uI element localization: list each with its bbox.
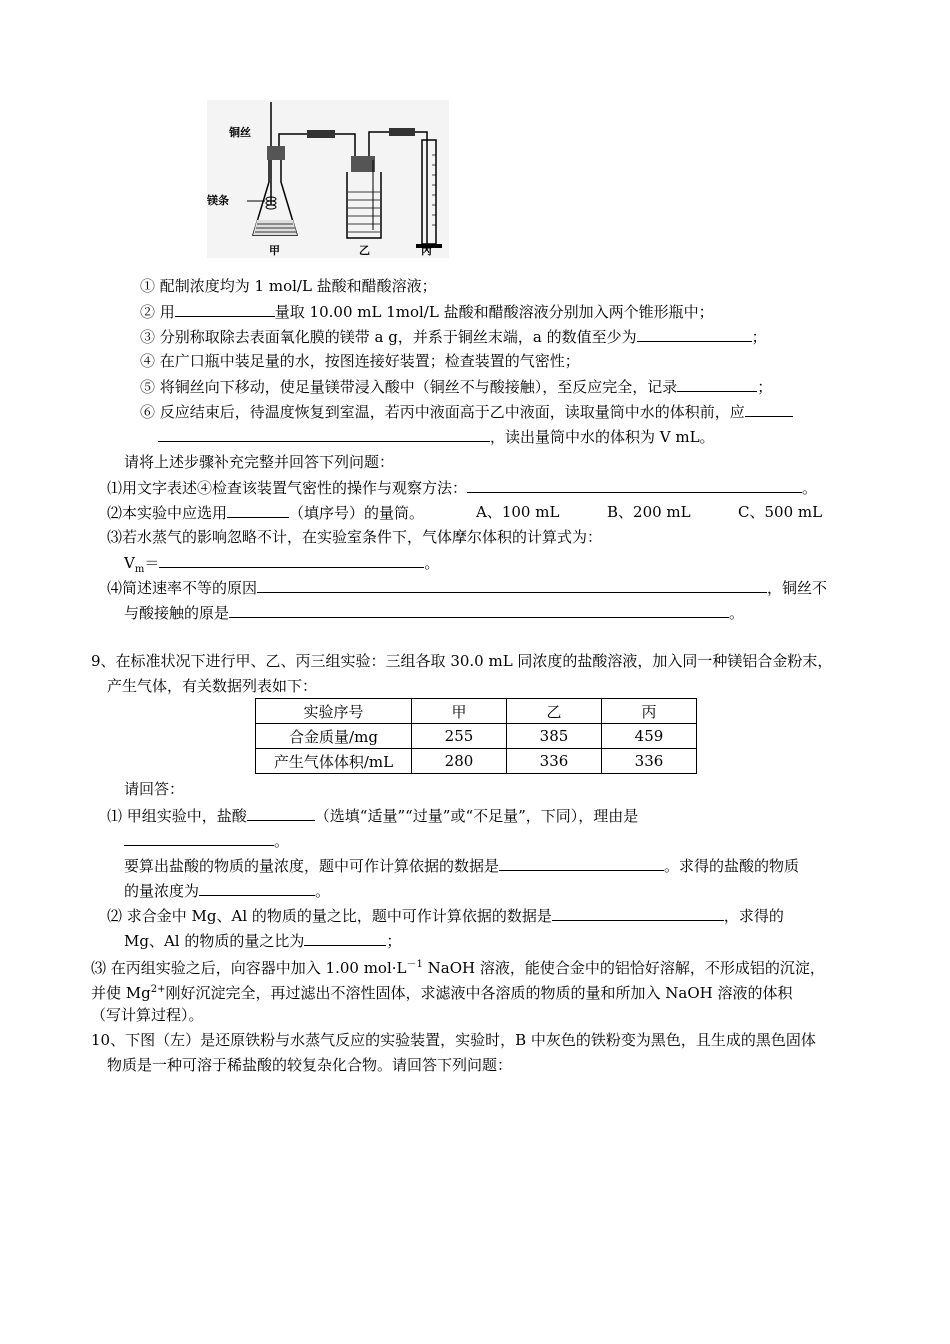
question-2 — [107, 502, 424, 523]
step-4: ④ 在广口瓶中装足量的水，按图连接好装置；检查装置的气密性； — [140, 352, 580, 370]
step-5-text-b: ； — [757, 378, 773, 396]
problem-9-line-2: 产生气体，有关数据列表如下： — [107, 677, 318, 695]
table-header-row — [256, 699, 697, 724]
superscript-minus-one: －1 — [406, 959, 423, 970]
p9-question-1-text-b: （选填“适量”“过量”或“不足量”，下同），理由是 — [314, 807, 639, 825]
problem-10-line-1: 10、下图（左）是还原铁粉与水蒸气反应的实验装置，实验时，B 中灰色的铁粉变为黑色，且生成的黑色固体 — [91, 1031, 816, 1049]
step-6-text-b: ，读出量筒中水的体积为 V mL。 — [490, 428, 715, 446]
p9-question-2-text-c: Mg、Al 的物质的量之比为 — [124, 932, 305, 950]
answer-blank[interactable] — [124, 830, 274, 846]
p9-question-1-text-g: 。 — [315, 882, 331, 900]
problem-10-line-2: 物质是一种可溶于稀盐酸的较复杂化合物。请回答下列问题： — [107, 1056, 513, 1074]
p9-question-3-text-b: NaOH 溶液，能使合金中的铝恰好溶解，不形成铝的沉淀， — [422, 959, 825, 977]
answer-blank[interactable] — [677, 376, 757, 392]
answer-blank[interactable] — [467, 477, 802, 493]
figure-label-yi: 乙 — [359, 244, 370, 257]
question-1-text: ⑴用文字表述④检查该装置气密性的操作与观察方法： — [107, 479, 468, 497]
p9-question-1-end: 。 — [274, 832, 290, 850]
table-cell: 336 — [507, 749, 602, 774]
step-1: ① 配制浓度均为 1 mol/L 盐酸和醋酸溶液； — [140, 277, 437, 295]
data-table — [255, 698, 697, 774]
p9-question-3-text-c: 并使 Mg — [91, 984, 151, 1002]
table-cell: 280 — [412, 749, 507, 774]
option-a: A、100 mL — [476, 503, 560, 521]
p9-question-1-part-2 — [124, 855, 799, 876]
answer-blank[interactable] — [227, 502, 289, 518]
step-2-text-b: 量取 10.00 mL 1mol/L 盐酸和醋酸溶液分别加入两个锥形瓶中； — [274, 303, 714, 321]
p9-question-1-part-3 — [124, 880, 330, 901]
answer-blank[interactable] — [745, 401, 793, 417]
step-6-text-a: ⑥ 反应结束后，待温度恢复到室温，若丙中液面高于乙中液面，读取量筒中水的体积前，应 — [140, 403, 745, 421]
p9-question-3-end: （写计算过程）。 — [91, 1006, 204, 1024]
answer-blank[interactable] — [637, 326, 752, 342]
question-4-text: ⑷简述速率不等的原因 — [107, 579, 258, 597]
answer-blank[interactable] — [304, 930, 386, 946]
p9-question-2-cont — [124, 930, 401, 951]
p9-question-1 — [107, 805, 638, 826]
p9-question-1-cont — [124, 830, 289, 851]
p9-question-3-cont — [91, 980, 792, 1003]
step-5 — [140, 376, 772, 397]
option-b: B、200 mL — [607, 503, 691, 521]
p9-question-2-end: ； — [386, 932, 402, 950]
problem-9-line-1: 9、在标准状况下进行甲、乙、丙三组实验：三组各取 30.0 mL 同浓度的盐酸溶液，加入同一种镁铝合金粉末， — [91, 652, 833, 670]
answer-blank[interactable] — [552, 905, 724, 921]
step-3-text-a: ③ 分别称取除去表面氧化膜的镁带 a g，并系于铜丝末端，a 的数值至少为 — [140, 328, 637, 346]
table-header-cell: 实验序号 — [256, 699, 412, 724]
question-3-end: 。 — [424, 554, 440, 572]
p9-question-2-text: ⑵ 求合金中 Mg、Al 的物质的量之比，题中可作计算依据的数据是 — [107, 907, 552, 925]
table-row — [256, 724, 697, 749]
question-4 — [107, 577, 827, 598]
vm-symbol: V — [124, 554, 135, 572]
p9-question-2 — [107, 905, 784, 926]
equals-sign: ＝ — [144, 554, 160, 572]
answer-blank[interactable] — [175, 301, 275, 317]
figure-label-jia: 甲 — [269, 244, 280, 257]
question-2-text: ⑵本实验中应选用 — [107, 504, 228, 522]
p9-question-3-text-d: 刚好沉淀完全，再过滤出不溶性固体，求滤液中各溶质的物质的量和所加入 NaOH 溶液的体积 — [165, 984, 793, 1002]
table-cell: 336 — [602, 749, 697, 774]
figure-label-mg-strip: 镁条 — [207, 194, 229, 207]
question-4-end: 。 — [729, 604, 745, 622]
step-3-text-b: ； — [751, 328, 767, 346]
step-2 — [140, 301, 714, 322]
question-3-formula — [124, 552, 439, 580]
question-4-cont — [124, 602, 744, 623]
superscript-two-plus: 2+ — [150, 984, 166, 995]
figure-label-bing: 丙 — [421, 244, 432, 257]
figure-label-copper-wire: 铜丝 — [229, 126, 251, 139]
answer-blank[interactable] — [229, 602, 729, 618]
p9-question-3-text: ⑶ 在丙组实验之后，向容器中加入 1.00 mol·L — [91, 959, 407, 977]
table-header-cell: 甲 — [412, 699, 507, 724]
question-2-text-b: （填序号）的量筒。 — [289, 504, 425, 522]
table-cell: 产生气体体积/mL — [256, 749, 412, 774]
option-c: C、500 mL — [738, 503, 823, 521]
p9-question-1-text-f: 的量浓度为 — [124, 882, 200, 900]
p9-question-1-text: ⑴ 甲组实验中，盐酸 — [107, 807, 247, 825]
answer-blank[interactable] — [199, 880, 315, 896]
p9-question-1-text-d: 要算出盐酸的物质的量浓度，题中可作计算依据的数据是 — [124, 857, 500, 875]
answer-blank[interactable] — [247, 805, 315, 821]
please-answer: 请回答： — [124, 780, 185, 798]
table-cell: 385 — [507, 724, 602, 749]
table-header-cell: 丙 — [602, 699, 697, 724]
answer-blank[interactable] — [158, 426, 490, 442]
p9-question-2-text-b: ，求得的 — [723, 907, 784, 925]
answer-blank[interactable] — [257, 577, 767, 593]
table-row — [256, 749, 697, 774]
questions-intro: 请将上述步骤补充完整并回答下列问题： — [124, 453, 395, 471]
table-cell: 合金质量/mg — [256, 724, 412, 749]
question-1 — [107, 477, 817, 498]
step-6-cont — [158, 426, 715, 447]
p9-question-1-text-e: 。求得的盐酸的物质 — [664, 857, 800, 875]
answer-blank[interactable] — [159, 552, 424, 568]
question-4-text-c: 与酸接触的原是 — [124, 604, 230, 622]
step-5-text-a: ⑤ 将铜丝向下移动，使足量镁带浸入酸中（铜丝不与酸接触），至反应完全，记录 — [140, 378, 678, 396]
step-3 — [140, 326, 767, 347]
question-4-text-b: ，铜丝不 — [767, 579, 828, 597]
p9-question-3 — [91, 955, 825, 978]
table-cell: 255 — [412, 724, 507, 749]
question-3: ⑶若水蒸气的影响忽略不计，在实验室条件下，气体摩尔体积的计算式为： — [107, 528, 603, 546]
apparatus-figure — [207, 100, 449, 258]
table-header-cell: 乙 — [507, 699, 602, 724]
answer-blank[interactable] — [499, 855, 664, 871]
step-6 — [140, 401, 793, 422]
step-2-text-a: ② 用 — [140, 303, 175, 321]
table-cell: 459 — [602, 724, 697, 749]
question-1-end: 。 — [802, 479, 818, 497]
vm-subscript: m — [134, 564, 145, 575]
